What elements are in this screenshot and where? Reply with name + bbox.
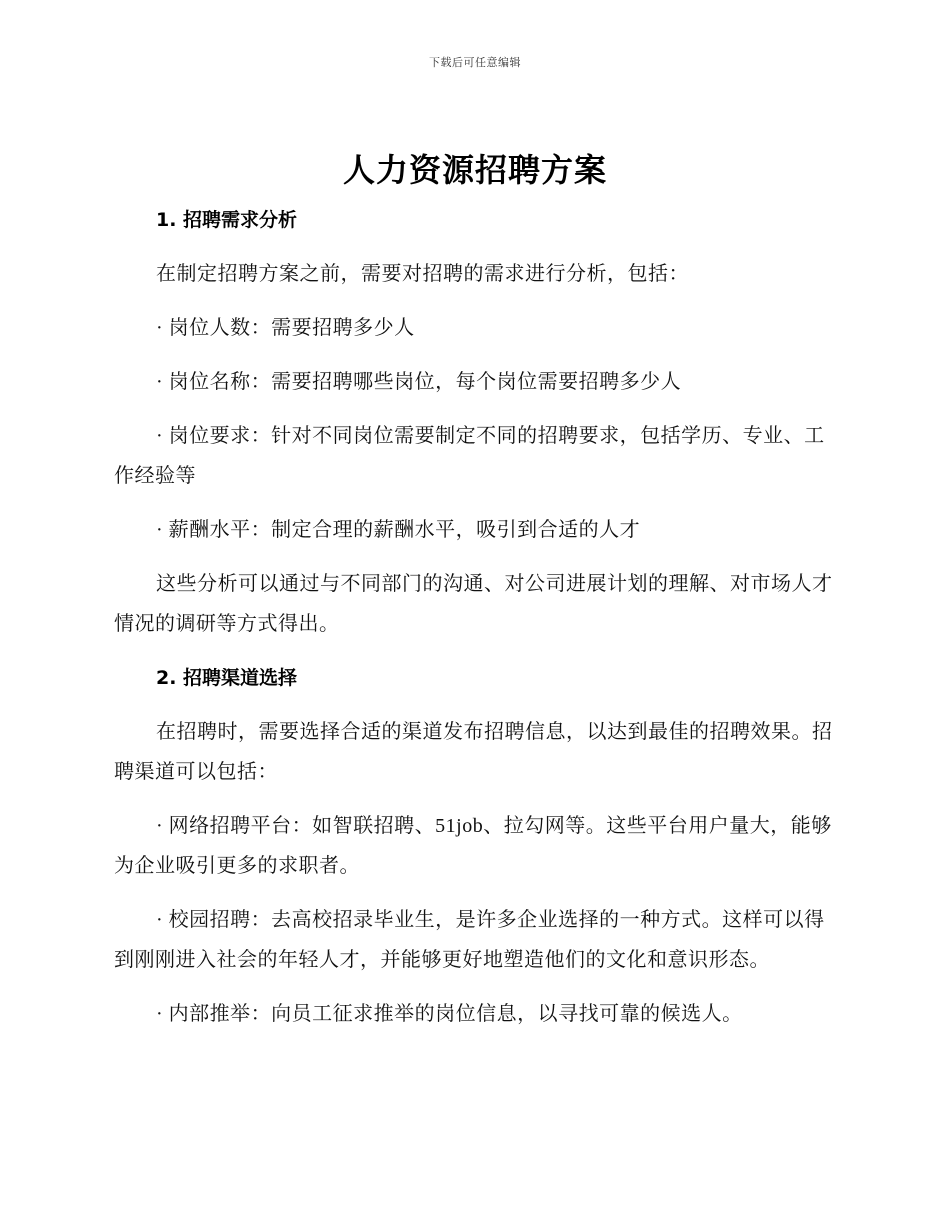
list-item: · 岗位人数：需要招聘多少人 bbox=[156, 317, 415, 339]
list-item: · 岗位名称：需要招聘哪些岗位，每个岗位需要招聘多少人 bbox=[156, 371, 682, 393]
paragraph: 在制定招聘方案之前，需要对招聘的需求进行分析，包括： bbox=[156, 263, 689, 285]
section-recruitment-needs bbox=[114, 200, 834, 644]
document-title: 人力资源招聘方案 bbox=[342, 151, 607, 189]
list-item: · 岗位要求：针对不同岗位需要制定不同的招聘要求，包括学历、专业、工作经验等 bbox=[114, 425, 825, 487]
paragraph: 这些分析可以通过与不同部门的沟通、对公司进展计划的理解、对市场人才情况的调研等方式得出。 bbox=[114, 573, 833, 635]
list-item: · 内部推举：向员工征求推举的岗位信息，以寻找可靠的候选人。 bbox=[156, 1003, 743, 1025]
section-heading: 1. 招聘需求分析 bbox=[156, 209, 298, 231]
document-body bbox=[114, 200, 834, 1034]
header-note: 下载后可任意编辑 bbox=[429, 57, 521, 69]
section-recruitment-channels bbox=[114, 658, 834, 1034]
list-item: · 薪酬水平：制定合理的薪酬水平，吸引到合适的人才 bbox=[156, 519, 641, 541]
paragraph: 在招聘时，需要选择合适的渠道发布招聘信息，以达到最佳的招聘效果。招聘渠道可以包括： bbox=[114, 721, 833, 783]
section-heading: 2. 招聘渠道选择 bbox=[156, 667, 298, 689]
list-item: · 校园招聘：去高校招录毕业生，是许多企业选择的一种方式。这样可以得到刚刚进入社会的年轻人才，并能够更好地塑造他们的文化和意识形态。 bbox=[114, 909, 825, 971]
list-item: · 网络招聘平台：如智联招聘、51job、拉勾网等。这些平台用户量大，能够为企业吸引更多的求职者。 bbox=[114, 815, 832, 877]
